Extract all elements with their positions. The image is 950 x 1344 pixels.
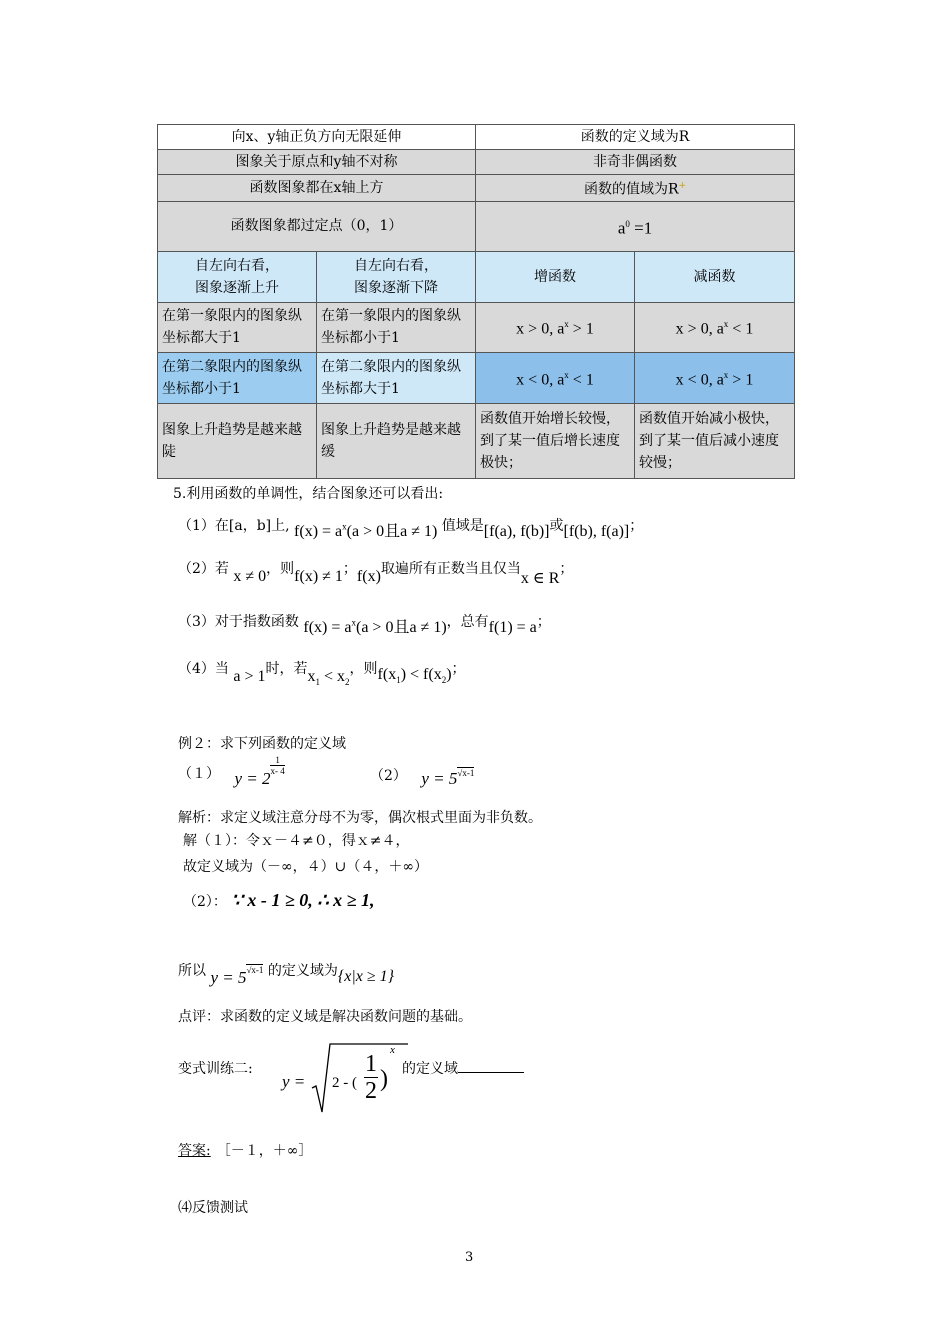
row6-c4: x > 0, $a^x < 1$ xyxy=(635,302,795,352)
example2-conclusion: 所以 y = 5√x-1 的定义域为{x|x ≥ 1} xyxy=(178,963,395,987)
section5-heading: 5.利用函数的单调性，结合图象还可以看出: xyxy=(173,486,444,502)
row6-c3: x > 0, $a^x > 1$ xyxy=(476,302,635,352)
example2-analysis: 解析：求定义域注意分母不为零，偶次根式里面为非负数。 xyxy=(178,810,542,826)
radical-sign-icon xyxy=(310,1042,410,1116)
row5-c4: 减函数 xyxy=(635,251,795,302)
example2-part1: （１） y = 2 $\frac{1}{x- 4}$ xyxy=(178,755,285,788)
row7-c4: x < 0, $a^x > 1$ xyxy=(635,352,795,403)
example2-solution1: 解（１）：令ｘ－４≠０，得ｘ≠４， xyxy=(183,833,410,849)
row5-c3: 增函数 xyxy=(476,251,635,302)
row1-right: 函数的定义域为R xyxy=(476,125,795,150)
row2-right: 非奇非偶函数 xyxy=(476,150,795,175)
row4-right: $a^0 =1$ xyxy=(476,201,795,251)
section5-item3: （3）对于指数函数 $f(x) = a^x(a > 0$且a ≠ 1)，总有f(1) = a； xyxy=(178,614,551,636)
row7-c3: x < 0, $a^x < 1$ xyxy=(476,352,635,403)
answer-blank xyxy=(458,1058,524,1073)
row3-left: 函数图象都在x轴上方 xyxy=(158,175,476,202)
row6-c2: 在第一象限内的图象纵坐标都小于1 xyxy=(317,302,476,352)
row1-left: 向x、y轴正负方向无限延伸 xyxy=(158,125,476,150)
row2-left: 图象关于原点和y轴不对称 xyxy=(158,150,476,175)
feedback-test-heading: ⑷反馈测试 xyxy=(178,1200,248,1216)
example2-solution1-domain: 故定义域为（－∞，４）∪（４，＋∞） xyxy=(183,859,429,875)
row6-c1: 在第一象限内的图象纵坐标都大于1 xyxy=(158,302,317,352)
answer: 答案: ［－１，＋∞］ xyxy=(178,1143,313,1159)
row5-c1: 自左向右看， 图象逐渐上升 xyxy=(158,251,317,302)
row7-c2: 在第二象限内的图象纵坐标都大于1 xyxy=(317,352,476,403)
row5-c2: 自左向右看， 图象逐渐下降 xyxy=(317,251,476,302)
example2-comment: 点评：求函数的定义域是解决函数问题的基础。 xyxy=(178,1009,472,1025)
section5-item1: （1）在[a，b]上, $f(x) = a^x(a > 0$且a ≠ 1) 值域是[f(a), f(b)]或[f(b), f(a)]； xyxy=(178,518,644,540)
row8-c1: 图象上升趋势是越来越陡 xyxy=(158,403,317,478)
example2-part2: （2） $y = 5^{√x-1}$ xyxy=(370,768,475,788)
row7-c1: 在第二象限内的图象纵坐标都小于1 xyxy=(158,352,317,403)
exp-function-properties-table xyxy=(157,124,795,479)
row8-c2: 图象上升趋势是越来越缓 xyxy=(317,403,476,478)
row8-c4: 函数值开始减小极快，到了某一值后减小速度较慢； xyxy=(635,403,795,478)
section5-item2: （2）若 x ≠ 0，则f(x) ≠ 1；f(x)取遍所有正数当且仅当x ∈ R； xyxy=(178,561,574,587)
row3-right: 函数的值域为R+ xyxy=(476,175,795,202)
row4-left: 函数图象都过定点（0，1） xyxy=(158,201,476,251)
example2-solution2: （2）： ∵ x - 1 ≥ 0, ∴ x ≥ 1, xyxy=(183,890,375,910)
page-number: 3 xyxy=(465,1250,474,1265)
section5-item4: （4）当 a > 1时，若$x_1 < x_2$，则$f(x_1) < f(x_2)$； xyxy=(178,661,466,688)
variant-exercise-label: 变式训练二: xyxy=(178,1061,253,1077)
example2-title: 例２：求下列函数的定义域 xyxy=(178,736,346,752)
variant-exercise-suffix: 的定义域 xyxy=(402,1058,524,1078)
row8-c3: 函数值开始增长较慢，到了某一值后增长速度极快； xyxy=(476,403,635,478)
